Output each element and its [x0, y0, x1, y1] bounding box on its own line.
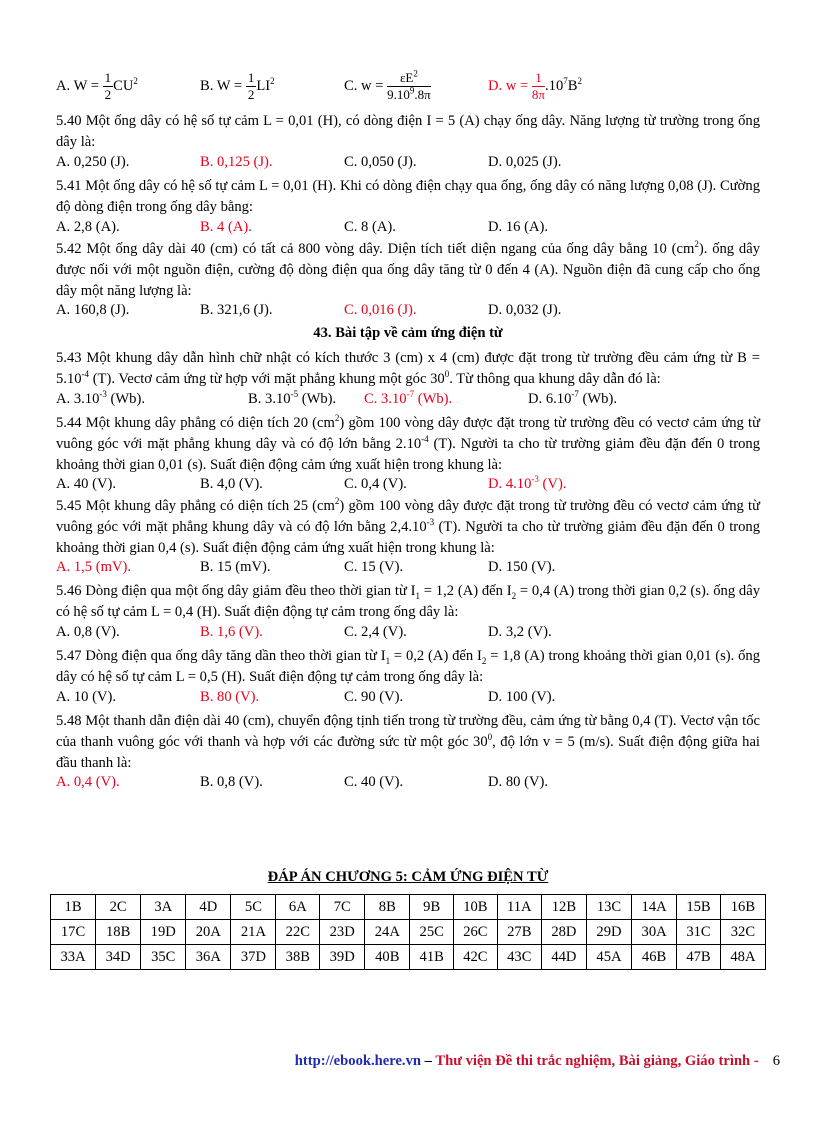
q541-option-d: D. 16 (A). [488, 219, 548, 235]
q539-option-c: C. w = $\frac{\varepsilon E^2}{9.10^9.8\pi}$ [344, 68, 431, 102]
q546-option-a: A. 0,8 (V). [56, 624, 120, 640]
answer-cell: 20A [186, 920, 231, 945]
q542-options [56, 302, 760, 322]
answer-cell: 32C [720, 920, 765, 945]
answer-cell: 41B [410, 945, 454, 970]
section-heading: 43. Bài tập về cảm ứng điện từ [313, 325, 503, 341]
page-number: 6 [772, 1053, 780, 1069]
q539-option-a: A. W = $\frac{1}{2}$ $CU^2$ [56, 70, 138, 102]
answer-cell: 13C [586, 895, 631, 920]
footer-dash: - [750, 1053, 759, 1069]
answer-cell: 29D [586, 920, 631, 945]
q548-option-c: C. 40 (V). [344, 774, 404, 790]
q546-options [56, 624, 760, 644]
q544-options [56, 476, 760, 496]
answer-cell: 12B [541, 895, 586, 920]
answer-cell: 3A [141, 895, 186, 920]
q541-text: 5.41 Một ống dây có hệ số tự cảm L = 0,01 (H). Khi có dòng điện chạy qua ống, ống dây có năng lượng 0,08 (J). Cường độ dòng điện trong ống dây bằng: [56, 178, 760, 215]
q545-option-a: A. 1,5 (mV). [56, 559, 131, 575]
q543-options [56, 391, 760, 411]
q545-option-c: C. 15 (V). [344, 559, 404, 575]
answer-cell: 39D [320, 945, 365, 970]
answer-cell: 17C [51, 920, 96, 945]
answer-cell: 37D [231, 945, 276, 970]
q541-option-a: A. 2,8 (A). [56, 219, 120, 235]
answer-cell: 42C [454, 945, 498, 970]
answer-cell: 16B [720, 895, 765, 920]
answer-cell: 45A [586, 945, 631, 970]
q540-text: 5.40 Một ống dây có hệ số tự cảm L = 0,01 (H), có dòng điện I = 5 (A) chạy ống dây. Năng lượng từ trường trong ống dây là: [56, 113, 760, 150]
answer-cell: 25C [410, 920, 454, 945]
q540-option-c: C. 0,050 (J). [344, 154, 417, 170]
answer-cell: 6A [276, 895, 320, 920]
answer-cell: 4D [186, 895, 231, 920]
q544-option-c: C. 0,4 (V). [344, 476, 407, 492]
q548-option-b: B. 0,8 (V). [200, 774, 263, 790]
q541-options [56, 219, 760, 239]
answer-cell: 21A [231, 920, 276, 945]
q539-option-d: D. w = $\frac{1}{8\pi}$ $.10^7B^2$ [488, 70, 582, 102]
q542-option-a: A. 160,8 (J). [56, 302, 130, 318]
q548-option-d: D. 80 (V). [488, 774, 548, 790]
q543-text: 5.43 Một khung dây dẫn hình chữ nhật có kích thước 3 (cm) x 4 (cm) được đặt trong từ trường đều cảm ứng từ $B = 5.10^{-4}$ (T). Vectơ cảm ứng từ hợp với mặt phẳng khung một góc $30^0$. Từ thông qua khung dây dẫn đó là: [56, 350, 760, 387]
answer-cell: 8B [365, 895, 410, 920]
q546-text: 5.46 Dòng điện qua một ống dây giảm đều theo thời gian từ $I_1 = 1,2$ (A) đến $I_2 = 0,4$ (A) trong thời gian 0,2 (s). ống dây có hệ số tự cảm L = 0,4 (H). Suất điện động tự cảm trong ống dây là: [56, 583, 760, 620]
answer-cell: 46B [632, 945, 677, 970]
footer-library-text: Thư viện Đề thi trắc nghiệm, Bài giảng, Giáo trình [435, 1053, 751, 1069]
q544-text: 5.44 Một khung dây phẳng có diện tích 20 $(cm^2)$ gồm 100 vòng dây được đặt trong từ trường đều có vectơ cảm ứng từ vuông góc với mặt phẳng khung dây và có độ lớn bằng $2.10^{-4}$ (T). Người ta cho từ trường giảm đều đặn đến 0 trong khoảng thời gian 0,01 (s). Suất điện động cảm ứng xuất hiện trong khung là: [56, 413, 760, 473]
answer-cell: 28D [541, 920, 586, 945]
q546-option-c: C. 2,4 (V). [344, 624, 407, 640]
answer-cell: 33A [51, 945, 96, 970]
q545-option-d: D. 150 (V). [488, 559, 556, 575]
answer-cell: 24A [365, 920, 410, 945]
answer-cell: 19D [141, 920, 186, 945]
answer-cell: 1B [51, 895, 96, 920]
answer-cell: 23D [320, 920, 365, 945]
answer-cell: 27B [497, 920, 541, 945]
answer-cell: 10B [454, 895, 498, 920]
answer-cell: 31C [677, 920, 721, 945]
answer-cell: 9B [410, 895, 454, 920]
table-row [51, 920, 766, 945]
q539-options [56, 66, 760, 106]
answer-cell: 22C [276, 920, 320, 945]
answer-cell: 5C [231, 895, 276, 920]
q545-option-b: B. 15 (mV). [200, 559, 271, 575]
q542-text: 5.42 Một ống dây dài 40 (cm) có tất cả 800 vòng dây. Diện tích tiết diện ngang của ống dây bằng 10 $(cm^2)$. ống dây được nối với một nguồn điện, cường độ dòng điện qua ống dây tăng từ 0 đến 4 (A). Nguồn điện đã cung cấp cho ống dây một năng lượng là: [56, 239, 760, 299]
q540-option-a: A. 0,250 (J). [56, 154, 130, 170]
q545-options [56, 559, 760, 579]
answer-cell: 14A [632, 895, 677, 920]
answer-cell: 36A [186, 945, 231, 970]
q543-option-a: A. $3.10^{-3}$ (Wb). [56, 389, 145, 407]
q548-text: 5.48 Một thanh dẫn điện dài 40 (cm), chuyển động tịnh tiến trong từ trường đều, cảm ứng từ bằng 0,4 (T). Vectơ vận tốc của thanh vuông góc với thanh và hợp với các đường sức từ một góc $30^0$, độ lớn v = 5 (m/s). Suất điện động giữa hai đầu thanh là: [56, 713, 760, 771]
answer-cell: 35C [141, 945, 186, 970]
q548-options [56, 774, 760, 794]
q548-option-a: A. 0,4 (V). [56, 774, 120, 790]
q547-text: 5.47 Dòng điện qua ống dây tăng dần theo thời gian từ $I_1 = 0,2$ (A) đến $I_2 = 1,8$ (A) trong khoảng thời gian 0,01 (s). ống dây có hệ số tự cảm L = 0,5 (H). Suất điện động tự cảm trong ống dây là: [56, 648, 760, 685]
q542-option-c: C. 0,016 (J). [344, 302, 417, 318]
answer-cell: 44D [541, 945, 586, 970]
answer-cell: 38B [276, 945, 320, 970]
q545-text: 5.45 Một khung dây phẳng có diện tích 25 $(cm^2)$ gồm 100 vòng dây được đặt trong từ trường đều có vectơ cảm ứng từ vuông góc với mặt phẳng khung dây và có độ lớn bằng $2,4.10^{-3}$ (T). Người ta cho từ trường giảm đều đặn đến 0 trong khoảng thời gian 0,4 (s). Suất điện động cảm ứng xuất hiện trong khung là: [56, 496, 761, 556]
q541-option-c: C. 8 (A). [344, 219, 396, 235]
answer-cell: 7C [320, 895, 365, 920]
q539-option-b: B. W = $\frac{1}{2}$ $LI^2$ [200, 70, 275, 102]
q542-option-d: D. 0,032 (J). [488, 302, 562, 318]
answer-cell: 15B [677, 895, 721, 920]
table-row [51, 895, 766, 920]
answer-key-table [50, 894, 766, 970]
q540-option-b: B. 0,125 (J). [200, 154, 273, 170]
footer-link[interactable]: http://ebook.here.vn [294, 1053, 421, 1069]
answer-cell: 40B [365, 945, 410, 970]
q547-option-b: B. 80 (V). [200, 689, 260, 705]
q547-option-c: C. 90 (V). [344, 689, 404, 705]
q543-option-b: B. $3.10^{-5}$ (Wb). [248, 389, 337, 407]
q541-option-b: B. 4 (A). [200, 219, 252, 235]
q543-option-d: D. $6.10^{-7}$ (Wb). [528, 389, 617, 407]
q544-option-d: D. $4.10^{-3}$ (V). [488, 474, 567, 492]
page-footer [0, 1053, 780, 1070]
answer-cell: 2C [96, 895, 141, 920]
q547-option-a: A. 10 (V). [56, 689, 116, 705]
table-row [51, 945, 766, 970]
answer-cell: 30A [632, 920, 677, 945]
q543-option-c: C. $3.10^{-7}$ (Wb). [364, 389, 453, 407]
q544-option-a: A. 40 (V). [56, 476, 116, 492]
q547-option-d: D. 100 (V). [488, 689, 556, 705]
q540-option-d: D. 0,025 (J). [488, 154, 562, 170]
answer-cell: 18B [96, 920, 141, 945]
answer-key-title: ĐÁP ÁN CHƯƠNG 5: CẢM ỨNG ĐIỆN TỪ [267, 869, 549, 885]
answer-cell: 34D [96, 945, 141, 970]
q547-options [56, 689, 760, 709]
answer-cell: 43C [497, 945, 541, 970]
q546-option-d: D. 3,2 (V). [488, 624, 552, 640]
answer-cell: 47B [677, 945, 721, 970]
q540-options [56, 154, 760, 174]
q542-option-b: B. 321,6 (J). [200, 302, 273, 318]
footer-separator: – [421, 1053, 436, 1069]
answer-cell: 48A [720, 945, 765, 970]
q544-option-b: B. 4,0 (V). [200, 476, 263, 492]
q546-option-b: B. 1,6 (V). [200, 624, 263, 640]
answer-cell: 11A [497, 895, 541, 920]
answer-cell: 26C [454, 920, 498, 945]
